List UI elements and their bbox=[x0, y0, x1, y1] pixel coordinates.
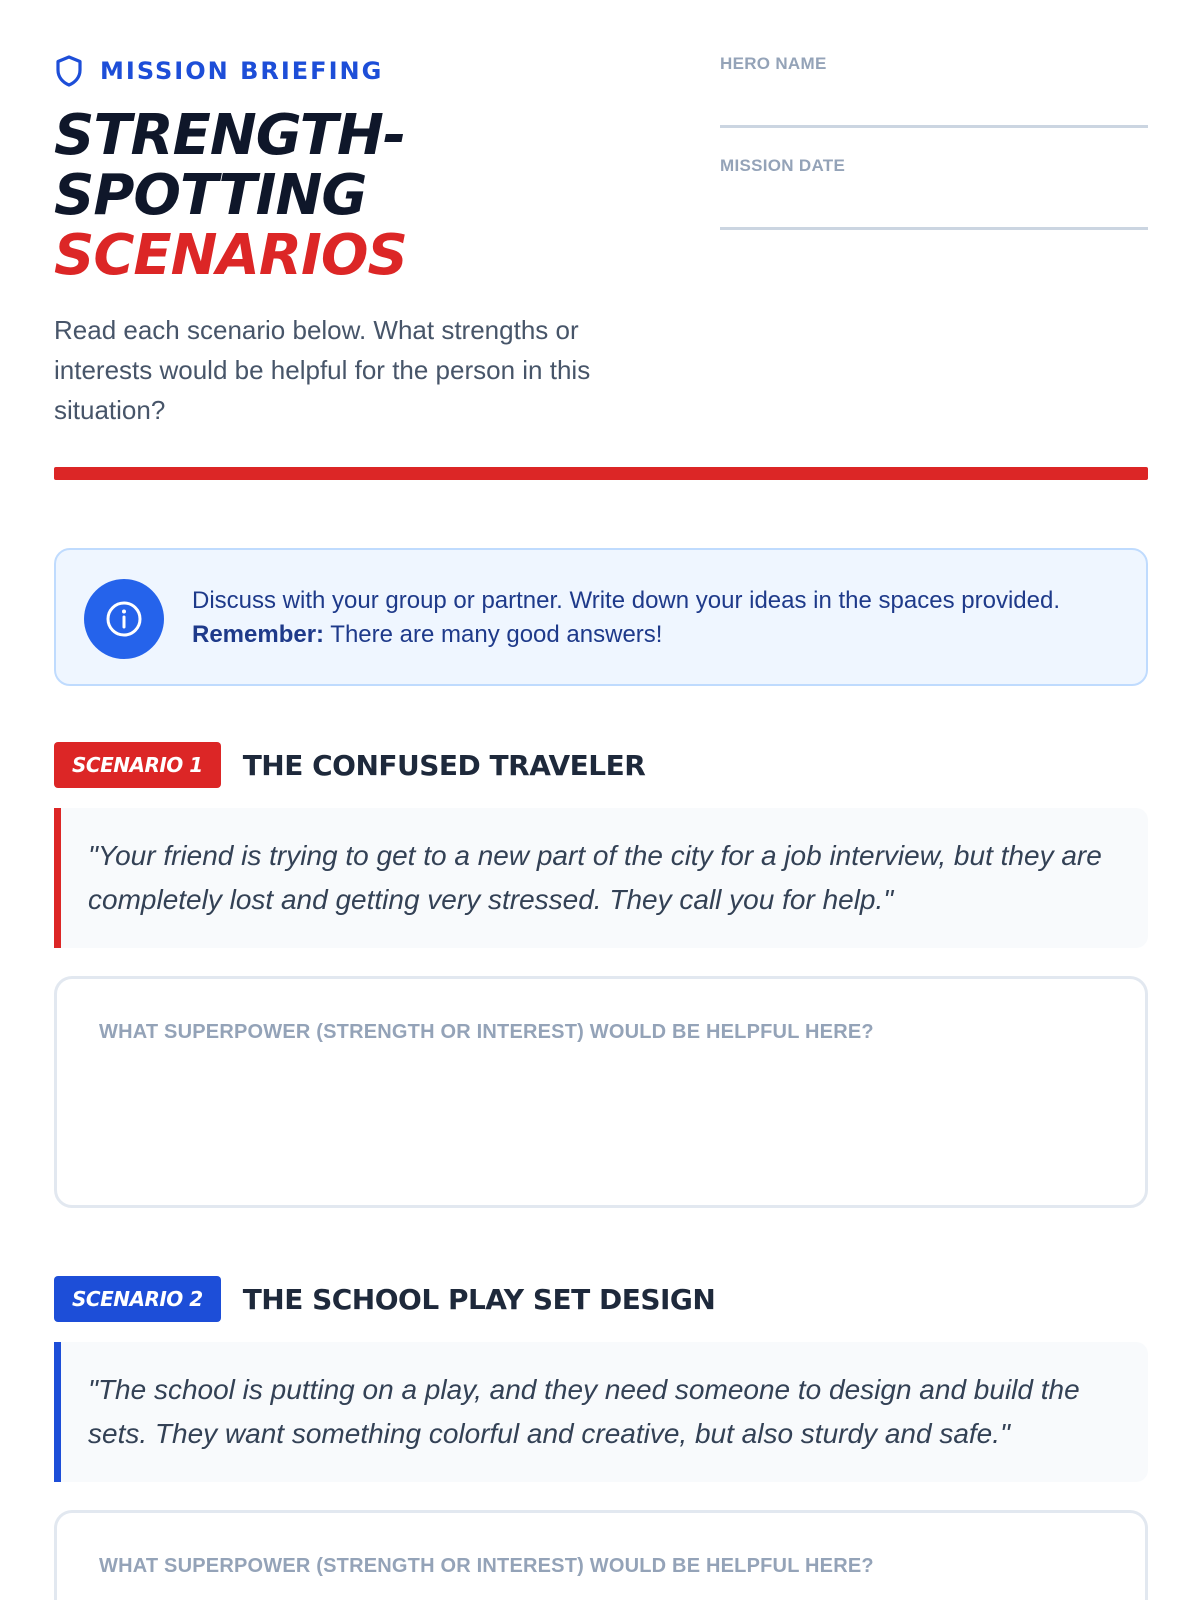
mission-date-field[interactable] bbox=[720, 156, 1148, 230]
remember-label: Remember: bbox=[192, 621, 325, 648]
title-line-3: SCENARIOS bbox=[54, 223, 407, 288]
scenario-quote bbox=[54, 1342, 1148, 1482]
answer-label: WHAT SUPERPOWER (STRENGTH OR INTEREST) WOULD BE HELPFUL HERE? bbox=[99, 1021, 874, 1043]
scenario-title: THE CONFUSED TRAVELER bbox=[242, 748, 646, 782]
intro-text: Read each scenario below. What strengths or interests would be helpful for the person in this situation? bbox=[54, 315, 591, 425]
info-remember bbox=[192, 618, 1132, 652]
scenario-title: THE SCHOOL PLAY SET DESIGN bbox=[242, 1282, 716, 1316]
scenario-badge: SCENARIO 2 bbox=[54, 1276, 221, 1322]
info-icon bbox=[84, 579, 164, 659]
quote-accent-bar bbox=[54, 1342, 61, 1482]
info-callout bbox=[54, 548, 1148, 686]
scenario-header bbox=[54, 1276, 1148, 1322]
hero-name-field[interactable] bbox=[720, 54, 1148, 128]
title-line-1: STRENGTH- bbox=[54, 103, 406, 168]
scenario-card bbox=[54, 742, 1148, 1043]
info-instruction: Discuss with your group or partner. Write down your ideas in the spaces provided. bbox=[192, 587, 1060, 614]
scenario-card bbox=[54, 1276, 1148, 1577]
title-line-2: SPOTTING bbox=[54, 163, 367, 228]
quote-accent-bar bbox=[54, 808, 61, 948]
brand bbox=[54, 54, 383, 88]
quote-text: "Your friend is trying to get to a new part of the city for a job interview, but they are completely lost and getting very stressed. They call you for help." bbox=[88, 840, 1102, 915]
header-divider bbox=[54, 467, 1148, 480]
scenario-quote bbox=[54, 808, 1148, 948]
quote-text: "The school is putting on a play, and they need someone to design and build the sets. They want something colorful and creative, but also sturdy and safe." bbox=[88, 1374, 1080, 1449]
hero-name-label: HERO NAME bbox=[720, 54, 827, 73]
scenario-badge: SCENARIO 1 bbox=[54, 742, 221, 788]
scenario-header bbox=[54, 742, 1148, 788]
answer-box[interactable] bbox=[54, 1510, 1148, 1600]
shield-icon bbox=[54, 54, 84, 88]
answer-box[interactable] bbox=[54, 976, 1148, 1208]
mission-date-label: MISSION DATE bbox=[720, 156, 846, 175]
info-text bbox=[192, 584, 1132, 652]
answer-label: WHAT SUPERPOWER (STRENGTH OR INTEREST) WOULD BE HELPFUL HERE? bbox=[99, 1555, 874, 1577]
remember-text: There are many good answers! bbox=[330, 621, 663, 648]
page-title bbox=[54, 103, 407, 288]
brand-label: MISSION BRIEFING bbox=[100, 57, 384, 85]
worksheet-page bbox=[54, 0, 1148, 1600]
header bbox=[54, 54, 1148, 434]
